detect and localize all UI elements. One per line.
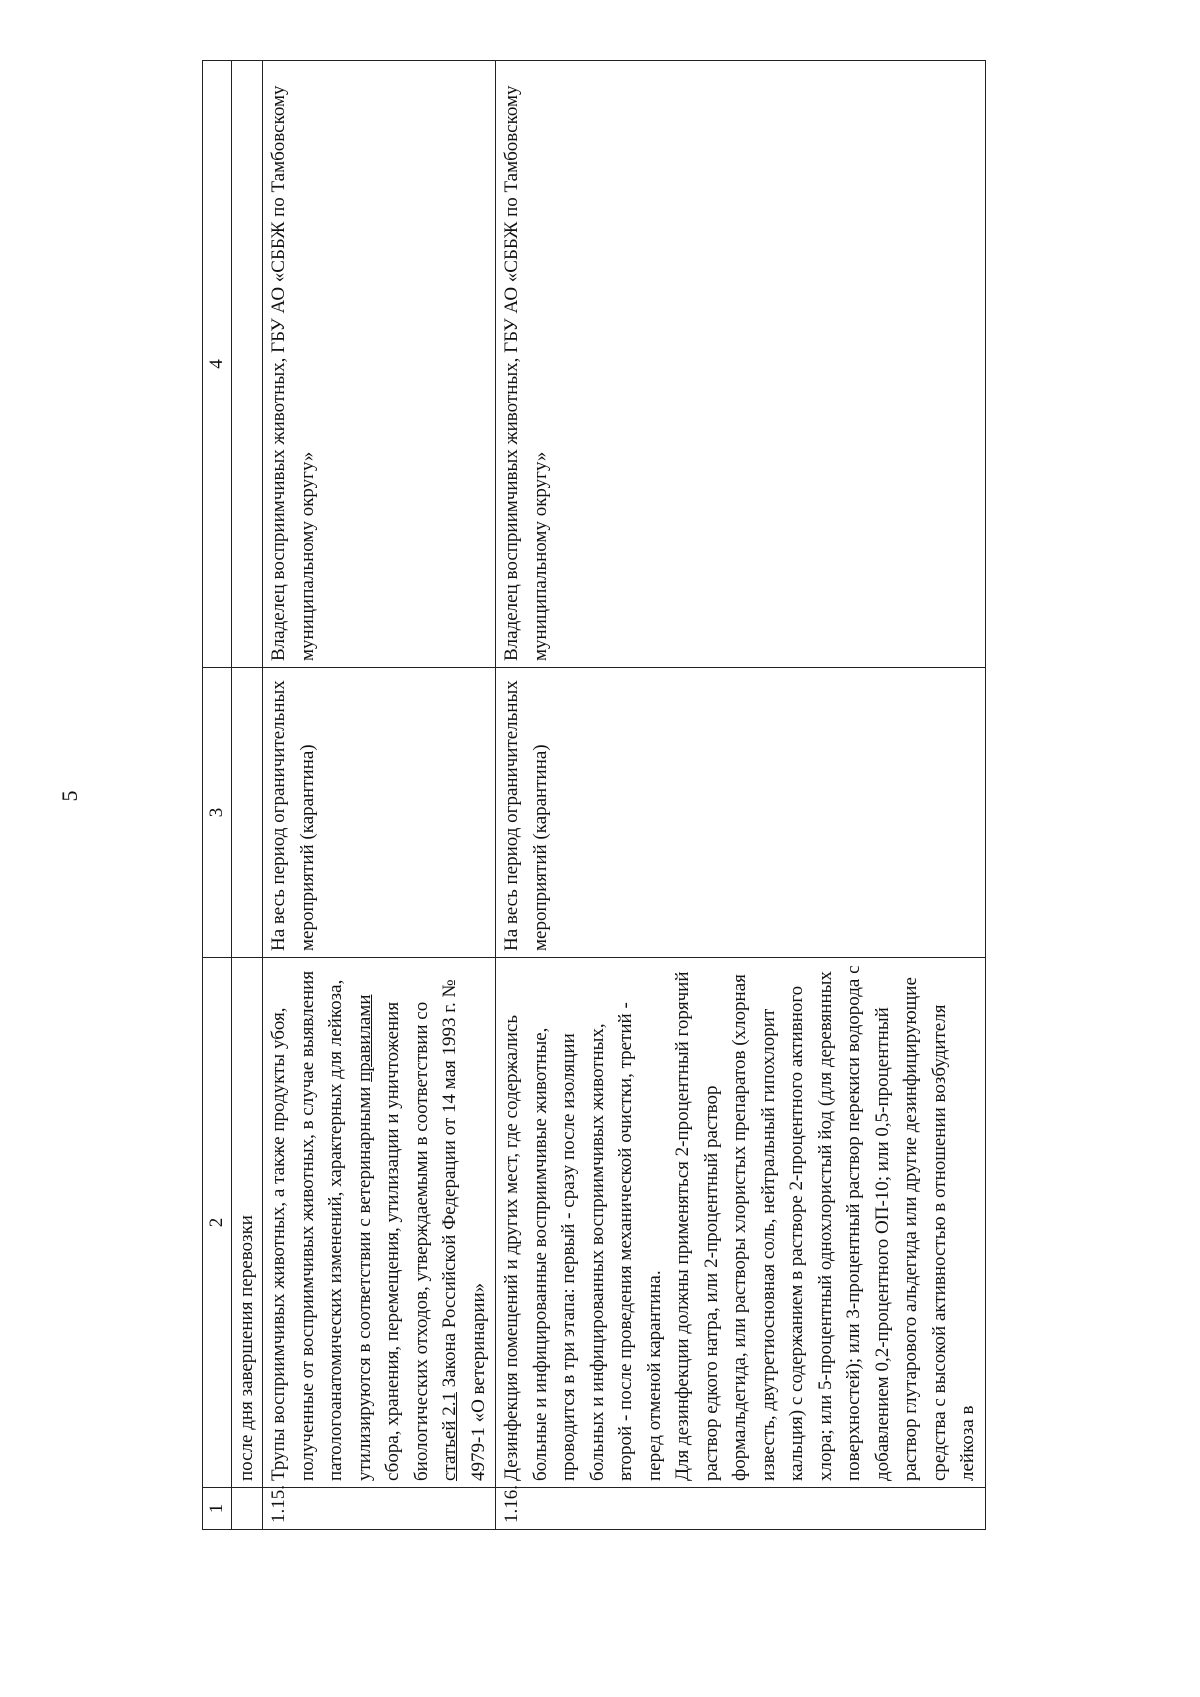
row-description: Дезинфекция помещений и других мест, где содержались больные и инфицированные восприимчивые животные, проводится в три этапа: первый - сразу после изоляции больных и инфицированных восприимчивых животных, второй - после проведения механической очистки, третий - перед отменой карантина. Для дезинфекции должны применяться 2-процентный горячий раствор едкого натра, или 2-процентный раствор формальдегида, или растворы хлористых препаратов (хлорная известь, двутретиосновная соль, нейтральный гипохлорит кальция) с содержанием в растворе 2-процентного активного хлора; или 5-процентный однохлористый йод (для деревянных поверхностей); или 3-процентный раствор перекиси водорода с добавлением 0,2-процентного ОП-10; или 0,5-процентный раствор глутарового альдегида или другие дезинфицирующие средства с высокой активностью в отношении возбудителя лейкоза в	[496, 958, 986, 1488]
rules-link[interactable]: правилами	[353, 994, 375, 1082]
row-number: 1.15.	[263, 1488, 496, 1530]
article-link[interactable]: статьей 2.1	[439, 1392, 460, 1481]
row-responsible: Владелец восприимчивых животных, ГБУ АО «СББЖ по Тамбовскому муниципальному округу»	[263, 61, 496, 668]
rotated-table-container	[202, 60, 1034, 1530]
header-col-4: 4	[203, 61, 232, 668]
table-row	[263, 61, 496, 1530]
continuation-text: после дня завершения перевозки	[232, 958, 263, 1488]
header-col-2: 2	[203, 958, 232, 1488]
row-number: 1.16.	[496, 1488, 986, 1530]
page-number: 5	[57, 790, 82, 802]
header-row	[203, 61, 232, 1530]
continuation-row	[232, 61, 263, 1530]
header-col-3: 3	[203, 668, 232, 958]
table-row	[496, 61, 986, 1530]
row-period: На весь период ограничительных мероприятий (карантина)	[263, 668, 496, 958]
row-description: Трупы восприимчивых животных, а также продукты убоя, полученные от восприимчивых животных, в случае выявления патологоанатомических изменений, характерных для лейкоза, утилизируются в соответствии с ветеринарными правилами сбора, хранения, перемещения, утилизации и уничтожения биологических отходов, утверждаемыми в соответствии со статьей 2.1 Закона Российской Федерации от 14 мая 1993 г. № 4979-1 «О ветеринарии»	[263, 958, 496, 1488]
measures-table	[202, 60, 986, 1530]
row-responsible: Владелец восприимчивых животных, ГБУ АО «СББЖ по Тамбовскому муниципальному округу»	[496, 61, 986, 668]
header-col-1: 1	[203, 1488, 232, 1530]
row-period: На весь период ограничительных мероприятий (карантина)	[496, 668, 986, 958]
